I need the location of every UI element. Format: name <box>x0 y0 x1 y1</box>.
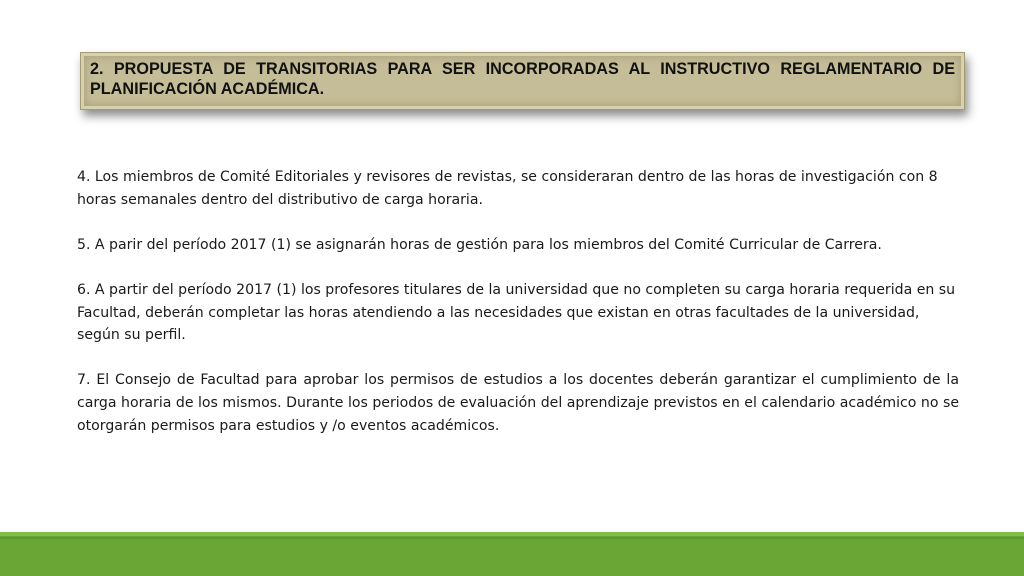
paragraph-item-4: 4. Los miembros de Comité Editoriales y revisores de revistas, se consideraran dentro de las horas de investigación con 8 horas semanales dentro del distributivo de carga horaria. <box>77 169 938 208</box>
paragraph-item-5: 5. A parir del período 2017 (1) se asignarán horas de gestión para los miembros del Comité Curricular de Carrera. <box>77 236 882 253</box>
footer-divider <box>0 537 1024 539</box>
slide-body <box>77 166 959 460</box>
paragraph-item-7: 7. El Consejo de Facultad para aprobar los permisos de estudios a los docentes deberán garantizar el cumplimiento de la carga horaria de los mismos. Durante los periodos de evaluación del aprendizaje previstos en el calendario académico no se otorgarán permisos para estudios y /o eventos académicos. <box>77 372 959 434</box>
title-banner <box>80 52 965 110</box>
slide-title: 2. PROPUESTA DE TRANSITORIAS PARA SER INCORPORADAS AL INSTRUCTIVO REGLAMENTARIO DE PLANIFICACIÓN ACADÉMICA. <box>90 60 955 98</box>
footer-highlight <box>0 532 1024 536</box>
paragraph-item-6: 6. A partir del período 2017 (1) los profesores titulares de la universidad que no completen su carga horaria requerida en su Facultad, deberán completar las horas atendiendo a las necesidades que existan en otras facultades de la universidad, según su perfil. <box>77 281 956 344</box>
